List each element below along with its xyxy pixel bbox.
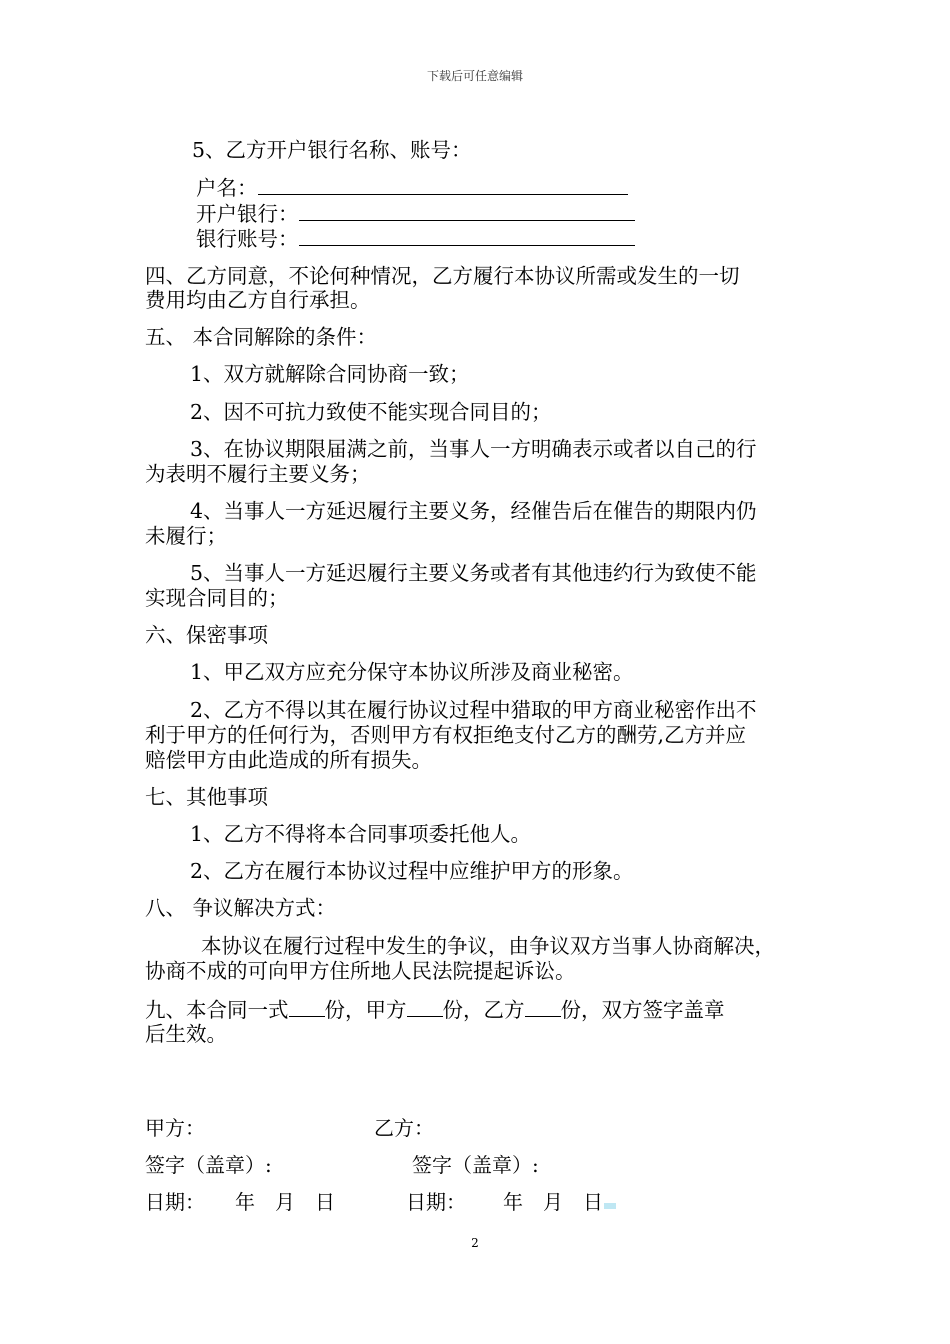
bank-name-blank bbox=[299, 200, 635, 221]
party-b-date-label: 日期： bbox=[406, 1190, 466, 1214]
account-name-row bbox=[196, 174, 628, 201]
section9-part3: 份，乙方 bbox=[442, 998, 525, 1022]
section6-item2-line1: 2、乙方不得以其在履行协议过程中猎取的甲方商业秘密作出不 bbox=[190, 698, 757, 722]
bank-heading: 5、乙方开户银行名称、账号： bbox=[192, 138, 472, 162]
party-a-sign-label: 签字（盖章）: bbox=[145, 1153, 272, 1177]
section8-line2: 协商不成的可向甲方住所地人民法院提起诉讼。 bbox=[145, 959, 576, 983]
section5-item4-line1: 4、当事人一方延迟履行主要义务，经催告后在催告的期限内仍 bbox=[190, 499, 757, 523]
section6-item2-line3: 赔偿甲方由此造成的所有损失。 bbox=[145, 748, 432, 772]
section5-item3-line2: 为表明不履行主要义务； bbox=[145, 462, 371, 486]
party-b-label: 乙方： bbox=[374, 1116, 434, 1140]
section5-item5-line2: 实现合同目的； bbox=[145, 586, 289, 610]
party-b-year: 年 bbox=[503, 1190, 523, 1214]
party-a-year: 年 bbox=[235, 1190, 255, 1214]
account-name-label: 户名： bbox=[196, 176, 258, 200]
section4-line1: 四、乙方同意，不论何种情况，乙方履行本协议所需或发生的一切 bbox=[145, 264, 740, 288]
section9-line1 bbox=[145, 996, 725, 1023]
section9-line2: 后生效。 bbox=[145, 1022, 227, 1046]
copies-party-a-blank bbox=[407, 996, 443, 1017]
account-name-blank bbox=[258, 174, 628, 195]
section6-title: 六、保密事项 bbox=[145, 623, 268, 647]
section7-title: 七、其他事项 bbox=[145, 785, 268, 809]
section5-title: 五、 本合同解除的条件： bbox=[145, 325, 378, 349]
section6-item2-line2: 利于甲方的任何行为，否则甲方有权拒绝支付乙方的酬劳,乙方并应 bbox=[145, 723, 747, 747]
section7-item2: 2、乙方在履行本协议过程中应维护甲方的形象。 bbox=[190, 859, 634, 883]
bank-name-row bbox=[196, 200, 635, 227]
section5-item2: 2、因不可抗力致使不能实现合同目的； bbox=[190, 400, 552, 424]
account-number-blank bbox=[299, 225, 635, 246]
party-a-day: 日 bbox=[315, 1190, 335, 1214]
highlight-mark bbox=[604, 1203, 616, 1209]
page-number: 2 bbox=[471, 1236, 479, 1250]
account-number-label: 银行账号： bbox=[196, 227, 299, 251]
party-a-label: 甲方： bbox=[145, 1116, 205, 1140]
account-number-row bbox=[196, 225, 635, 252]
section4-line2: 费用均由乙方自行承担。 bbox=[145, 288, 371, 312]
party-b-day-row bbox=[583, 1189, 616, 1215]
section8-line1: 本协议在履行过程中发生的争议，由争议双方当事人协商解决， bbox=[201, 934, 775, 958]
section5-item1: 1、双方就解除合同协商一致； bbox=[190, 362, 470, 386]
copies-total-blank bbox=[289, 996, 325, 1017]
section5-item5-line1: 5、当事人一方延迟履行主要义务或者有其他违约行为致使不能 bbox=[190, 561, 757, 585]
party-b-sign-label: 签字（盖章）: bbox=[412, 1153, 539, 1177]
section7-item1: 1、乙方不得将本合同事项委托他人。 bbox=[190, 822, 532, 846]
section8-title: 八、 争议解决方式： bbox=[145, 896, 337, 920]
party-a-month: 月 bbox=[275, 1190, 295, 1214]
party-b-month: 月 bbox=[543, 1190, 563, 1214]
section9-part2: 份，甲方 bbox=[324, 998, 407, 1022]
bank-name-label: 开户银行： bbox=[196, 202, 299, 226]
section9-part1: 九、本合同一式 bbox=[145, 998, 289, 1022]
page-header: 下载后可任意编辑 bbox=[426, 69, 523, 83]
party-b-day: 日 bbox=[583, 1190, 603, 1214]
section6-item1: 1、甲乙双方应充分保守本协议所涉及商业秘密。 bbox=[190, 660, 634, 684]
section5-item3-line1: 3、在协议期限届满之前，当事人一方明确表示或者以自己的行 bbox=[190, 437, 757, 461]
party-a-date-label: 日期： bbox=[145, 1190, 205, 1214]
copies-party-b-blank bbox=[525, 996, 561, 1017]
section5-item4-line2: 未履行； bbox=[145, 524, 227, 548]
section9-part4: 份，双方签字盖章 bbox=[560, 998, 725, 1022]
